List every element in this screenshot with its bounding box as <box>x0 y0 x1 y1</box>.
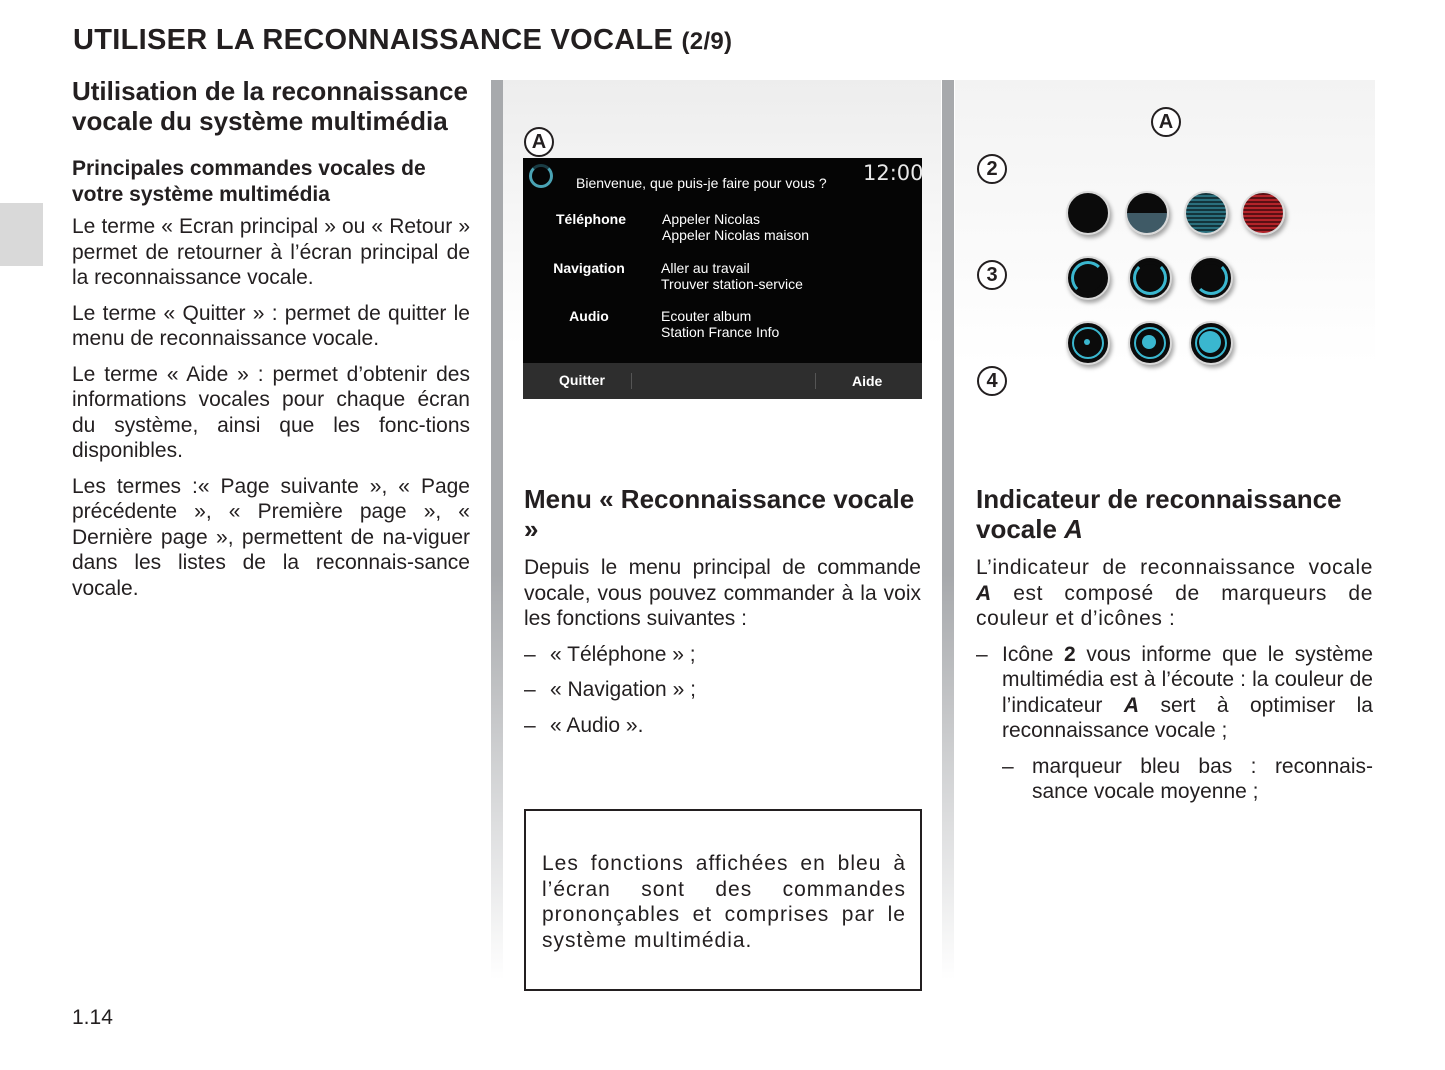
category-navigation[interactable]: Navigation <box>553 260 625 276</box>
menu-list <box>524 642 921 739</box>
sublist-item: – marqueur bleu bas : reconnais-sance vocale moyenne ; <box>1002 754 1373 805</box>
page-title <box>73 24 732 57</box>
indicator-heading-text: Indicateur de reconnaissance vocale <box>976 484 1342 544</box>
indicator-section <box>976 555 1373 805</box>
bar-divider <box>631 373 632 389</box>
category-audio[interactable]: Audio <box>569 308 609 324</box>
bar-divider <box>815 373 816 389</box>
paragraph-ecran-principal: Le terme « Ecran principal » ou « Retour » permet de retourner à l’écran principal de la reconnaissance vocale. <box>72 215 470 289</box>
indicator-progress-ring-icon <box>1066 256 1110 300</box>
screen-prompt: Bienvenue, que puis-je faire pour vous ? <box>576 175 827 191</box>
indicator-low-blue-icon <box>1125 191 1169 235</box>
screen-bottom-bar <box>523 363 922 399</box>
command-item[interactable] <box>661 260 803 292</box>
list-item <box>976 642 1373 744</box>
indicator-progress-ring-icon <box>1128 256 1172 300</box>
section-subheading: Principales commandes vocales de votre système multimédia <box>72 157 426 206</box>
list-item: – « Téléphone » ; <box>524 642 921 668</box>
paragraph-aide: Le terme « Aide » : permet d’obtenir des informations vocales pour chaque écran du système, ainsi que les fonc-tions disponibles. <box>72 362 470 462</box>
menu-section <box>524 555 921 738</box>
indicator-progress-ring-icon <box>1189 256 1233 300</box>
column-separator <box>491 80 503 980</box>
ring-core <box>1084 339 1090 345</box>
paragraph-pages: Les termes :« Page suivante », « Page précédente », « Première page », « Dernière page », permettent de na-viguer dans les listes de la reconnais-sance vocale. <box>72 474 470 600</box>
intro-text: L’indicateur de reconnaissance vocale <box>976 556 1373 579</box>
page-indicator: (2/9) <box>681 28 733 55</box>
command-line[interactable]: Appeler Nicolas maison <box>662 227 810 243</box>
column-separator <box>942 80 954 980</box>
figure-label-4: 4 <box>977 366 1007 396</box>
screen-clock: 12:00 <box>863 161 924 185</box>
intro-letter: A <box>976 581 992 605</box>
figure-label-3: 3 <box>977 260 1007 290</box>
indicator-red-icon <box>1241 191 1285 235</box>
command-line[interactable]: Ecouter album <box>661 308 752 324</box>
figure-label-2: 2 <box>977 154 1007 184</box>
figure-badge-a: A <box>1151 107 1181 137</box>
item-icon-number: 2 <box>1064 642 1076 666</box>
item-text: sert à optimiser la reconnaissance vocale ; <box>1002 693 1373 742</box>
intro-text: est composé de marqueurs de couleur et d’icônes : <box>976 581 1373 630</box>
section-heading: Utilisation de la reconnaissance vocale du système multimédia <box>72 76 468 136</box>
paragraph-quitter: Le terme « Quitter » : permet de quitter le menu de reconnaissance vocale. <box>72 301 470 350</box>
indicator-black-icon <box>1066 191 1110 235</box>
command-line[interactable]: Appeler Nicolas <box>662 211 761 227</box>
help-button[interactable]: Aide <box>852 373 883 389</box>
indicator-heading-letter: A <box>1064 514 1083 544</box>
indicator-sublist <box>1002 754 1373 805</box>
item-text: vous informe que le système multimédia est à l’écoute : la couleur de l’indicateur <box>1002 642 1373 717</box>
command-item[interactable] <box>662 211 809 243</box>
menu-heading: Menu « Reconnaissance vocale » <box>524 484 915 544</box>
figure-badge-a: A <box>524 127 554 157</box>
indicator-speaking-icon <box>1066 321 1110 365</box>
ring-core <box>1142 335 1156 349</box>
page-number: 1.14 <box>72 1006 113 1029</box>
indicator-speaking-icon <box>1128 321 1172 365</box>
list-item: – « Audio ». <box>524 713 921 739</box>
info-note-box <box>524 809 922 991</box>
chapter-tab-marker <box>0 203 43 266</box>
command-line[interactable]: Station France Info <box>661 324 780 340</box>
menu-intro: Depuis le menu principal de commande vocale, vous pouvez commander à la voix les fonctions suivantes : <box>524 556 921 630</box>
command-item[interactable] <box>661 308 779 340</box>
voice-indicator-icon <box>529 164 553 188</box>
command-line[interactable]: Trouver station-service <box>661 276 803 292</box>
list-item: – « Navigation » ; <box>524 677 921 703</box>
voice-menu-screen <box>523 158 922 399</box>
indicator-list <box>976 642 1373 744</box>
indicator-heading <box>976 484 1373 544</box>
left-column <box>72 76 470 601</box>
indicator-teal-icon <box>1184 191 1228 235</box>
command-line[interactable]: Aller au travail <box>661 260 750 276</box>
ring-core <box>1199 331 1221 353</box>
indicator-speaking-icon <box>1189 321 1233 365</box>
page-title-text: UTILISER LA RECONNAISSANCE VOCALE <box>73 24 674 56</box>
quit-button[interactable]: Quitter <box>559 372 605 388</box>
item-letter: A <box>1123 693 1139 717</box>
info-note-text: Les fonctions affichées en bleu à l’écran sont des commandes prononçables et comprises par le système multimédia. <box>542 852 906 952</box>
indicator-intro <box>976 555 1373 632</box>
item-text: Icône <box>1002 642 1065 666</box>
category-telephone[interactable]: Téléphone <box>555 211 626 227</box>
